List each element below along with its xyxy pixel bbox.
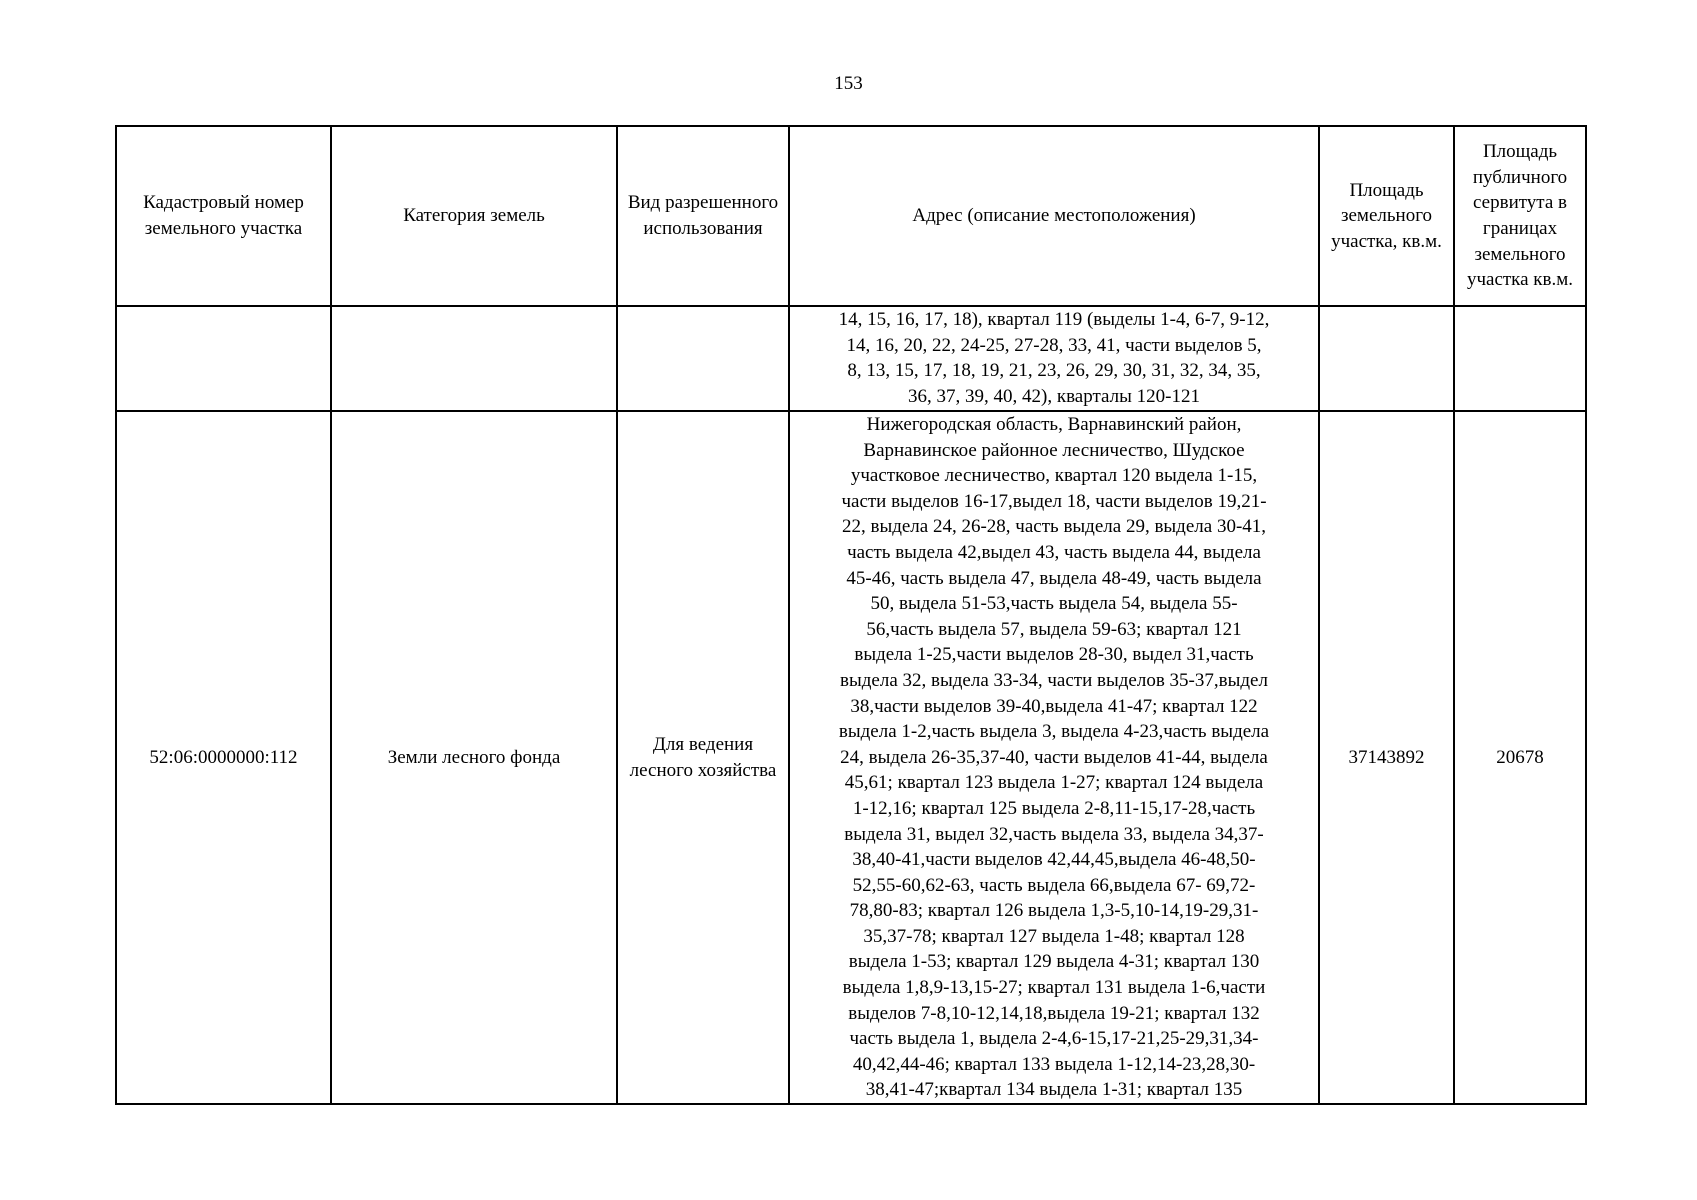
address-line: 78,80-83; квартал 126 выдела 1,3-5,10-14,19-29,31- [849,900,1259,922]
address-line: 1-12,16; квартал 125 выдела 2-8,11-15,17-28,часть [852,797,1256,819]
cell-permitted-use [617,306,789,411]
cell-permitted-use: Для ведения лесного хозяйства [617,411,789,1104]
address-line: части выделов 16-17,выдел 18, части выделов 19,21- [841,490,1267,512]
header-address: Адрес (описание местоположения) [789,126,1319,306]
address-line: 52,55-60,62-63, часть выдела 66,выдела 67- 69,72- [852,874,1256,896]
address-line: 35,37-78; квартал 127 выдела 1-48; квартал 128 [863,925,1245,947]
table-row [116,411,1586,1104]
address-line: 14, 16, 20, 22, 24-25, 27-28, 33, 41, части выделов 5, [846,334,1262,356]
address-line: 8, 13, 15, 17, 18, 19, 21, 23, 26, 29, 30, 31, 32, 34, 35, [847,360,1261,382]
cell-plot-area: 37143892 [1319,411,1454,1104]
header-plot-area: Площадь земельного участка, кв.м. [1319,126,1454,306]
address-line: участковое лесничество, квартал 120 выдела 1-15, [850,465,1258,487]
address-line: Варнавинское районное лесничество, Шудское [863,439,1245,461]
cell-plot-area [1319,306,1454,411]
header-servitude-area: Площадь публичного сервитута в границах земельного участка кв.м. [1454,126,1586,306]
page-number: 153 [834,73,863,94]
cell-land-category: Земли лесного фонда [331,411,617,1104]
address-line: выдела 32, выдела 33-34, части выделов 35-37,выдел [840,669,1268,691]
address-line: 45,61; квартал 123 выдела 1-27; квартал 124 выдела [844,772,1264,794]
address-line: выдела 1,8,9-13,15-27; квартал 131 выдела 1-6,части [842,977,1266,999]
address-line: 56,часть выдела 57, выдела 59-63; квартал 121 [866,618,1242,640]
land-plot-table [115,125,1587,1105]
header-land-category: Категория земель [331,126,617,306]
address-line: 24, выдела 26-35,37-40, части выделов 41-44, выдела [840,746,1268,768]
header-permitted-use: Вид разрешенного использования [617,126,789,306]
address-line: часть выдела 42,выдел 43, часть выдела 44, выдела [847,541,1261,563]
address-line: 36, 37, 39, 40, 42), кварталы 120-121 [908,385,1200,407]
header-cadastral-number: Кадастровый номер земельного участка [116,126,331,306]
address-line: выдела 31, выдел 32,часть выдела 33, выдела 34,37- [844,823,1264,845]
table-header-row [116,126,1586,306]
address-line: 38,40-41,части выделов 42,44,45,выдела 46-48,50- [852,849,1256,871]
address-line: выдела 1-2,часть выдела 3, выдела 4-23,часть выдела [838,721,1270,743]
cell-land-category [331,306,617,411]
cell-cadastral-number: 52:06:0000000:112 [116,411,331,1104]
address-line: 50, выдела 51-53,часть выдела 54, выдела 55- [870,593,1238,615]
cell-cadastral-number [116,306,331,411]
address-line: выделов 7-8,10-12,14,18,выдела 19-21; квартал 132 [848,1002,1260,1024]
address-line: выдела 1-53; квартал 129 выдела 4-31; квартал 130 [848,951,1260,973]
cell-address [789,306,1319,411]
address-line: часть выдела 1, выдела 2-4,6-15,17-21,25-29,31,34- [849,1028,1259,1050]
address-line: выдела 1-25,части выделов 28-30, выдел 31,часть [854,644,1254,666]
address-line: 14, 15, 16, 17, 18), квартал 119 (выделы 1-4, 6-7, 9-12, [838,309,1270,330]
cell-servitude-area: 20678 [1454,411,1586,1104]
cell-address [789,411,1319,1104]
table-row-continuation [116,306,1586,411]
address-line: 45-46, часть выдела 47, выдела 48-49, часть выдела [846,567,1262,589]
address-line: 38,части выделов 39-40,выдела 41-47; квартал 122 [850,695,1258,717]
address-line: 22, выдела 24, 26-28, часть выдела 29, выдела 30-41, [841,516,1267,538]
address-line: 38,41-47;квартал 134 выдела 1-31; квартал 135 [865,1079,1243,1101]
address-line: Нижегородская область, Варнавинский район, [866,414,1242,435]
address-line: 40,42,44-46; квартал 133 выдела 1-12,14-23,28,30- [852,1053,1256,1075]
cell-servitude-area [1454,306,1586,411]
